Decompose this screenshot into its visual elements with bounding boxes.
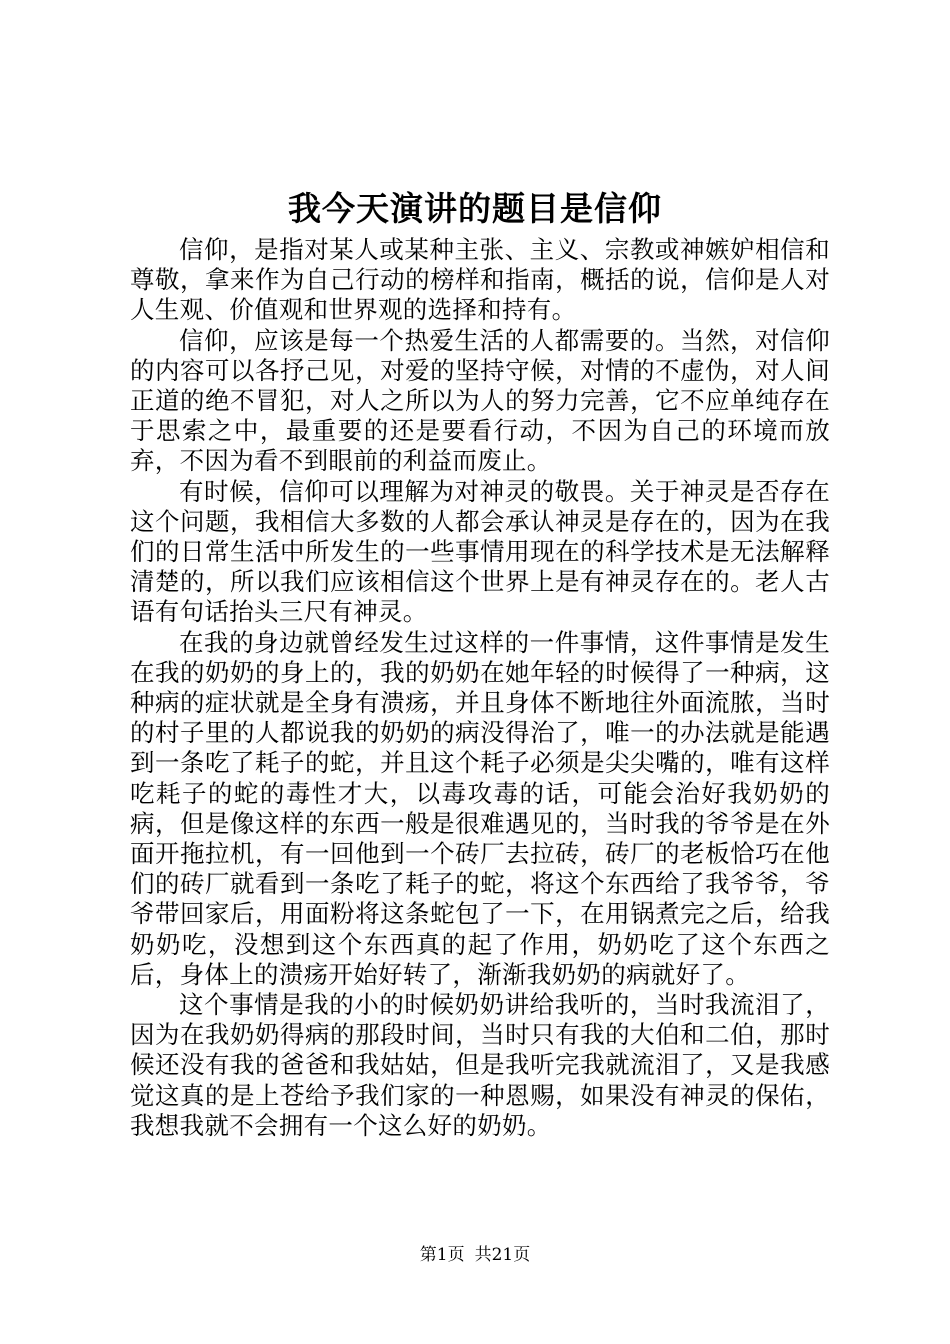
paragraph: 有时候，信仰可以理解为对神灵的敬畏。关于神灵是否存在这个问题，我相信大多数的人都会承认神灵是存在的，因为在我们的日常生活中所发生的一些事情用现在的科学技术是无法解释清楚的，所以我们应该相信这个世界上是有神灵存在的。老人古语有句话抬头三尺有神灵。 — [130, 476, 830, 627]
document-body — [130, 235, 830, 1141]
document-title: 我今天演讲的题目是信仰 — [288, 189, 662, 228]
paragraph: 在我的身边就曾经发生过这样的一件事情，这件事情是发生在我的奶奶的身上的，我的奶奶在她年轻的时候得了一种病，这种病的症状就是全身有溃疡，并且身体不断地往外面流脓，当时的村子里的人都说我的奶奶的病没得治了，唯一的办法就是能遇到一条吃了耗子的蛇，并且这个耗子必须是尖尖嘴的，唯有这样吃耗子的蛇的毒性才大，以毒攻毒的话，可能会治好我奶奶的病，但是像这样的东西一般是很难遇见的，当时我的爷爷是在外面开拖拉机，有一回他到一个砖厂去拉砖，砖厂的老板恰巧在他们的砖厂就看到一条吃了耗子的蛇，将这个东西给了我爷爷，爷爷带回家后，用面粉将这条蛇包了一下，在用锅煮完之后，给我奶奶吃，没想到这个东西真的起了作用，奶奶吃了这个东西之后，身体上的溃疡开始好转了，渐渐我奶奶的病就好了。 — [130, 627, 830, 989]
page-total: 共21页 — [474, 1245, 531, 1265]
page-number: 第1页 — [419, 1245, 465, 1265]
paragraph: 信仰，应该是每一个热爱生活的人都需要的。当然，对信仰的内容可以各抒己见，对爱的坚持守候，对情的不虚伪，对人间正道的绝不冒犯，对人之所以为人的努力完善，它不应单纯存在于思索之中，最重要的还是要看行动，不因为自己的环境而放弃，不因为看不到眼前的利益而废止。 — [130, 325, 830, 476]
paragraph: 这个事情是我的小的时候奶奶讲给我听的，当时我流泪了，因为在我奶奶得病的那段时间，当时只有我的大伯和二伯，那时候还没有我的爸爸和我姑姑，但是我听完我就流泪了，又是我感觉这真的是上苍给予我们家的一种恩赐，如果没有神灵的保佑，我想我就不会拥有一个这么好的奶奶。 — [130, 990, 830, 1140]
paragraph: 信仰，是指对某人或某种主张、主义、宗教或神嫉妒相信和尊敬，拿来作为自己行动的榜样和指南，概括的说，信仰是人对人生观、价值观和世界观的选择和持有。 — [130, 235, 830, 325]
page-footer — [0, 1244, 950, 1266]
